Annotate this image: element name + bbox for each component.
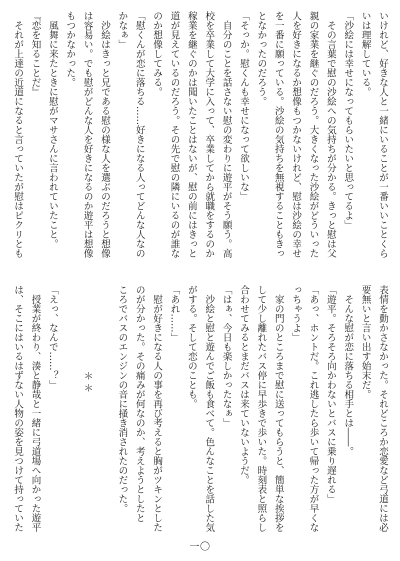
dialogue-line: 「はぁ、今日も楽しかったなぁ」 — [220, 285, 232, 428]
dialogue-line: かなぁ」 — [116, 11, 128, 49]
text-line: 授業が終わり、湊と静哉と一緒に弓道場へ向かった遊平 — [29, 285, 41, 532]
text-line: ころでバスのエンジンの音に掻き消されたのだった。 — [116, 285, 128, 513]
text-line: 親の家業を継ぐのだろう。大きくなった沙絵がどういった — [307, 11, 319, 258]
text-line: 要無いと言い出す始末だ。 — [359, 285, 371, 399]
text-line: を一番に願っている。沙絵の気持ちを無視することもきっ — [272, 11, 284, 258]
text-line: 表情を動かさなかった。それどころか恋愛など弓道には必 — [377, 285, 388, 532]
page-number: 一〇 — [189, 542, 211, 553]
text-line: のが分かった。その痛みが何なのか、考えようとしたと — [133, 285, 145, 523]
text-line: は容易い。でも慰がどんな人を好きになるのか遊平は想像 — [81, 11, 93, 258]
upper-text-tier — [9, 11, 391, 263]
text-line: 風舞に来たときに慰がマサさんに言われていたこと。 — [46, 11, 58, 249]
text-line: 合わせてみるとまだバスは来ていないようだ。 — [238, 285, 249, 485]
text-line: 慰が好きになる人の事を再び考えると胸がツキンとした — [151, 285, 163, 532]
dialogue-line: 「そっか。慰くんも幸せになって欲しいな」 — [238, 11, 249, 201]
dialogue-line: 「沙絵には幸せになってもらいたいと思ってるよ」 — [342, 11, 354, 230]
text-line: それが上達の近道になると言っていたが慰はピクリとも — [12, 11, 24, 258]
text-line: 校を卒業して大学に入って、卒業してから就職をするのか — [203, 11, 215, 258]
text-line: 人を好きになるか想像もつかないけれど、慰は沙絵の幸せ — [290, 11, 302, 258]
text-line: 自分のことを話さない慰の変わりに遊平がそう願う。高 — [220, 11, 232, 258]
text-line: は、そこにはいるはずない人物の姿を見つけて持っていた — [12, 285, 24, 532]
text-line: 沙絵はきっと兄である慰の様な人を選ぶのだろうと想像 — [99, 11, 110, 258]
blank-line — [61, 285, 78, 537]
text-line: そんな慰が恋に落ちる相手とは――。 — [342, 285, 354, 456]
quote-line: 『恋を知ることだ』 — [29, 11, 41, 97]
text-line: いけれど、好きな人と一緒にいることが一番いいことくら — [377, 11, 388, 258]
lower-text-tier — [9, 285, 391, 537]
dialogue-line: っちゃうよ」 — [290, 285, 302, 342]
dialogue-line: 「えっ、なんで……？」 — [46, 285, 58, 390]
text-line: 沙絵と慰と遊んでご飯も食べて。色んなことを話した気 — [203, 285, 215, 532]
dialogue-line: 「あっ、ホントだ。これ逃したら歩いて帰った方が早くな — [307, 285, 319, 532]
dialogue-line: 「慰くんが恋に落ちる……好きになる人ってどんな人なの — [133, 11, 145, 258]
dialogue-line: 「遊平。そろそろ向かわないとバスに乗り遅れる」 — [324, 285, 336, 504]
dialogue-line: 「あれ……」 — [168, 285, 180, 342]
text-line: いは理解している。 — [359, 11, 371, 97]
text-line: もつかなかった。 — [64, 11, 76, 87]
text-line: して少し離れたバス停に早歩きで歩いた。時刻表と照らし — [255, 285, 267, 532]
text-line: のか想像してみる。 — [151, 11, 163, 97]
text-line: その言葉で慰の沙絵への気持ちが分かる。きっと慰は父 — [324, 11, 336, 258]
text-line: がする。そして恋のことも。 — [185, 285, 197, 409]
text-line: となかったのだろう。 — [255, 11, 267, 106]
text-line: 家の門のところまで慰に送ってもらうと、簡単な挨拶を — [272, 285, 284, 532]
blank-line — [96, 285, 113, 537]
text-line: 道が見えているのだろう。その先で慰の隣にいるのが誰な — [168, 11, 180, 258]
section-break-mark: ＊＊ — [81, 370, 93, 396]
text-line: 稼業を継ぐのかは聞いたことはないが、慰の前にはきっと — [185, 11, 197, 258]
